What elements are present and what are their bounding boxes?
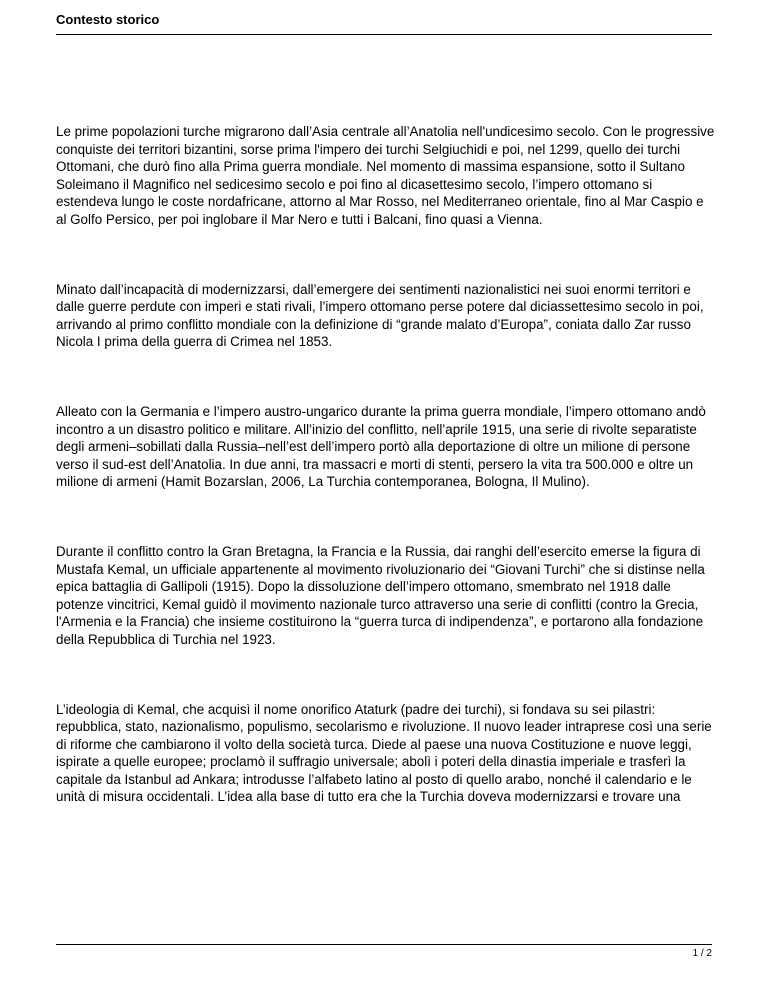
header-divider (56, 34, 712, 35)
footer-divider (56, 944, 712, 945)
document-body (56, 123, 716, 806)
page-number: 1 / 2 (692, 948, 712, 959)
paragraph-5: L’ideologia di Kemal, che acquisì il nome onorifico Ataturk (padre dei turchi), si fondava su sei pilastri: repubblica, stato, nazionalismo, populismo, secolarismo e rivoluzione. Il nuovo leader intraprese così una serie di riforme che cambiarono il volto della società turca. Diede al paese una nuova Costituzione e nuove leggi, ispirate a quelle europee; proclamò il suffragio universale; abolì i poteri della dinastia imperiale e trasferì la capitale da Istanbul ad Ankara; introdusse l’alfabeto latino al posto di quello arabo, nonché il calendario e le unità di misura occidentali. L’idea alla base di tutto era che la Turchia doveva modernizzarsi e trovare una (56, 701, 712, 804)
paragraph-2: Minato dall’incapacità di modernizzarsi, dall’emergere dei sentimenti nazionalistici nei suoi enormi territori e dalle guerre perdute con imperi e stati rivali, l’impero ottomano perse potere dal diciassettesimo secolo in poi, arrivando al primo conflitto mondiale con la definizione di “grande malato d’Europa”, coniata dallo Zar russo Nicola I prima della guerra di Crimea nel 1853. (56, 281, 704, 349)
page-header-title: Contesto storico (56, 12, 160, 27)
paragraph-4: Durante il conflitto contro la Gran Bretagna, la Francia e la Russia, dai ranghi dell’esercito emerse la figura di Mustafa Kemal, un ufficiale appartenente al movimento rivoluzionario dei “Giovani Turchi” che si distinse nella epica battaglia di Gallipoli (1915). Dopo la dissoluzione dell’impero ottomano, smembrato nel 1918 dalle potenze vincitrici, Kemal guidò il movimento nazionale turco attraverso una serie di conflitti (contro la Grecia, l'Armenia e la Francia) che insieme costituirono la “guerra turca di indipendenza”, e portarono alla fondazione della Repubblica di Turchia nel 1923. (56, 544, 705, 647)
paragraph-1: Le prime popolazioni turche migrarono dall’Asia centrale all’Anatolia nell'undicesimo secolo. Con le progressive conquiste dei territori bizantini, sorse prima l'impero dei turchi Selgiuchidi e poi, nel 1299, quello dei turchi Ottomani, che durò fino alla Prima guerra mondiale. Nel momento di massima espansione, sotto il Sultano Soleimano il Magnifico nel sedicesimo secolo e poi fino al dicasettesimo secolo, l’impero ottomano si estendeva lungo le coste nordafricane, attorno al Mar Rosso, nel Mediterraneo orientale, fino al Mar Caspio e al Golfo Persico, per poi inglobare il Mar Nero e tutti i Balcani, fino quasi a Vienna. (56, 124, 715, 227)
paragraph-3: Alleato con la Germania e l’impero austro-ungarico durante la prima guerra mondiale, l’impero ottomano andò incontro a un disastro politico e militare. All’inizio del conflitto, nell’aprile 1915, una serie di rivolte separatiste degli armeni–sobillati dalla Russia–nell’est dell’impero portò alla deportazione di oltre un milione di persone verso il sud-est dell’Anatolia. In due anni, tra massacri e morti di stenti, persero la vita tra 500.000 e oltre un milione di armeni (Hamit Bozarslan, 2006, La Turchia contemporanea, Bologna, Il Mulino). (56, 404, 706, 489)
